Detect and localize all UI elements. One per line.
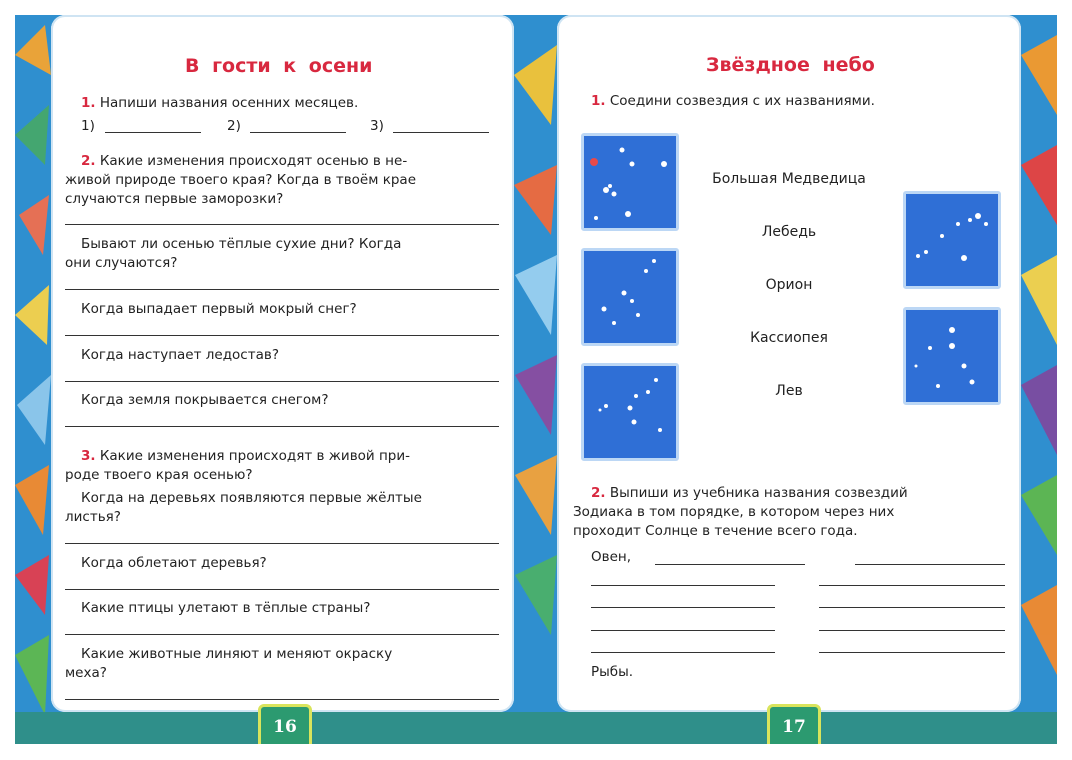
sub-question: они случаются? — [65, 255, 178, 271]
constellation-name[interactable]: Орион — [765, 277, 813, 293]
constellation-card[interactable] — [903, 307, 1001, 405]
question-2-line — [81, 153, 407, 169]
question-text: Какие изменения происходят осенью в не- — [99, 153, 408, 169]
book-spread — [15, 15, 1057, 744]
question-1 — [591, 93, 875, 109]
question-text: Зодиака в том порядке, в котором через них — [573, 504, 895, 520]
star-pattern — [906, 310, 998, 402]
answer-line[interactable] — [819, 607, 1005, 608]
question-text: живой природе твоего края? Когда в твоём крае — [65, 172, 416, 188]
question-text: Соедини созвездия с их названиями. — [609, 93, 875, 109]
answer-line[interactable] — [819, 630, 1005, 631]
question-text: проходит Солнце в течение всего года. — [573, 523, 858, 539]
answer-line[interactable] — [591, 585, 775, 586]
constellation-card[interactable] — [581, 133, 679, 231]
question-number: 3. — [81, 448, 96, 464]
question-text: роде твоего края осенью? — [65, 467, 253, 483]
answer-line[interactable] — [65, 381, 499, 382]
question-number: 1. — [81, 95, 96, 111]
answer-line[interactable] — [591, 652, 775, 653]
answer-line[interactable] — [65, 335, 499, 336]
slot-label: 3) — [370, 118, 384, 134]
sub-question: меха? — [65, 665, 107, 681]
constellation-name[interactable]: Лебедь — [761, 224, 817, 240]
question-text: Напиши названия осенних месяцев. — [99, 95, 359, 111]
answer-line[interactable] — [393, 132, 489, 133]
question-3-line — [81, 448, 410, 464]
answer-line[interactable] — [819, 652, 1005, 653]
page-title: Звёздное небо — [706, 54, 875, 76]
answer-line[interactable] — [655, 564, 805, 565]
answer-line[interactable] — [591, 630, 775, 631]
constellation-card[interactable] — [581, 248, 679, 346]
left-page — [51, 15, 514, 712]
page-number: 17 — [767, 704, 821, 744]
star-pattern — [906, 194, 998, 286]
answer-line[interactable] — [105, 132, 201, 133]
sub-question: листья? — [65, 509, 121, 525]
answer-line[interactable] — [65, 426, 499, 427]
star-pattern — [584, 366, 676, 458]
sub-question: Когда выпадает первый мокрый снег? — [81, 301, 357, 317]
slot-label: 1) — [81, 118, 95, 134]
answer-line[interactable] — [855, 564, 1005, 565]
answer-line[interactable] — [250, 132, 346, 133]
sub-question: Когда на деревьях появляются первые жёлтые — [81, 490, 422, 506]
right-page — [557, 15, 1021, 712]
sub-question: Какие животные линяют и меняют окраску — [81, 646, 393, 662]
sub-question: Когда наступает ледостав? — [81, 347, 279, 363]
answer-line[interactable] — [591, 607, 775, 608]
answer-line[interactable] — [65, 289, 499, 290]
question-text: случаются первые заморозки? — [65, 191, 284, 207]
sub-question: Бывают ли осенью тёплые сухие дни? Когда — [81, 236, 402, 252]
page-number: 16 — [258, 704, 312, 744]
answer-line[interactable] — [65, 224, 499, 225]
sub-question: Когда земля покрывается снегом? — [81, 392, 329, 408]
answer-line[interactable] — [819, 585, 1005, 586]
question-number: 1. — [591, 93, 606, 109]
constellation-card[interactable] — [903, 191, 1001, 289]
constellation-name[interactable]: Кассиопея — [750, 330, 828, 346]
star-pattern — [584, 136, 676, 228]
question-1 — [81, 95, 358, 111]
star-pattern — [584, 251, 676, 343]
answer-line[interactable] — [65, 699, 499, 700]
sub-question: Какие птицы улетают в тёплые страны? — [81, 600, 371, 616]
question-2-line — [591, 485, 908, 501]
answer-line[interactable] — [65, 543, 499, 544]
question-text: Выпиши из учебника названия созвездий — [609, 485, 908, 501]
first-sign: Овен, — [591, 549, 632, 565]
page-title: В гости к осени — [185, 55, 373, 77]
question-number: 2. — [591, 485, 606, 501]
constellation-name[interactable]: Лев — [775, 383, 803, 399]
question-number: 2. — [81, 153, 96, 169]
sub-question: Когда облетают деревья? — [81, 555, 267, 571]
last-sign: Рыбы. — [591, 664, 634, 680]
answer-line[interactable] — [65, 589, 499, 590]
answer-line[interactable] — [65, 634, 499, 635]
question-text: Какие изменения происходят в живой при- — [99, 448, 411, 464]
slot-label: 2) — [227, 118, 241, 134]
constellation-name[interactable]: Большая Медведица — [712, 171, 866, 187]
constellation-card[interactable] — [581, 363, 679, 461]
